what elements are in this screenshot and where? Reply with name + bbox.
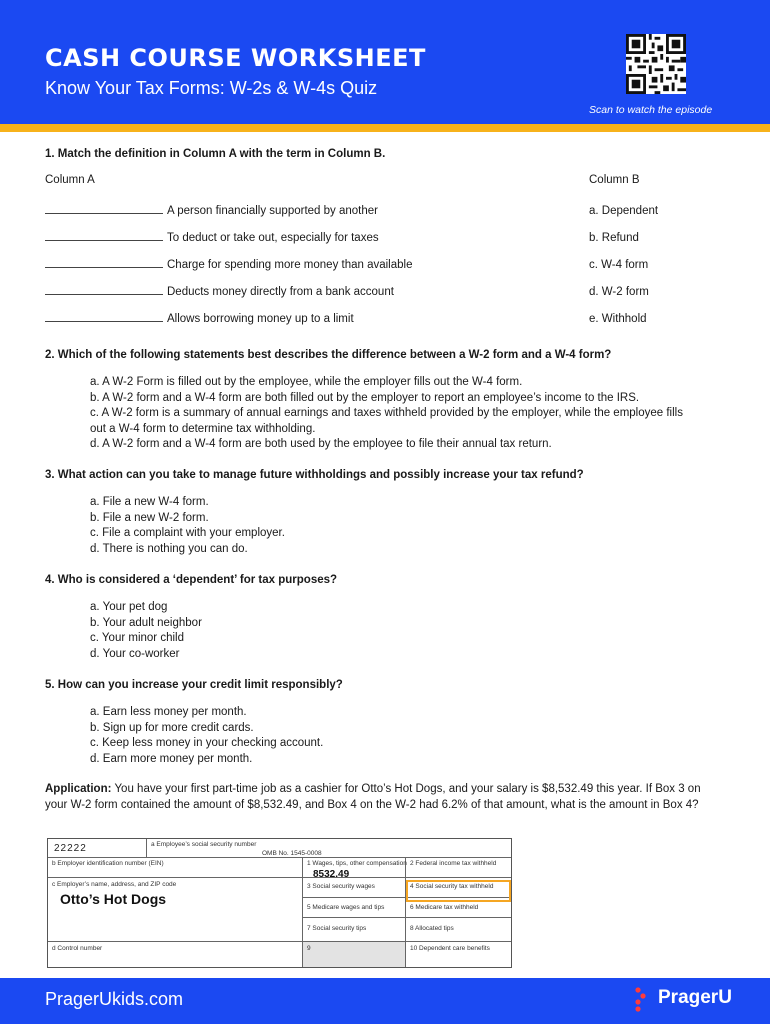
box7-label: 7 Social security tips <box>307 925 367 932</box>
q2-question: 2. Which of the following statements best describes the difference between a W-2 form and a W-4 form? <box>45 349 612 361</box>
option-text[interactable]: c. A W-2 form is a summary of annual earnings and taxes withheld provided by the employer, while the employee fills out a W-4 form to determine tax withholding. <box>90 407 683 435</box>
employer-name: Otto’s Hot Dogs <box>60 891 167 907</box>
answer-blank[interactable] <box>45 204 163 214</box>
q1-row <box>45 258 412 274</box>
box4-label: 4 Social security tax withheld <box>410 883 494 890</box>
column-a-header: Column A <box>45 174 95 186</box>
page-title: CASH COURSE WORKSHEET <box>45 44 426 72</box>
q1-question: 1. Match the definition in Column A with the term in Column B. <box>45 148 386 160</box>
box1-label: 1 Wages, tips, other compensation <box>307 860 407 867</box>
qr-code-icon <box>626 34 686 94</box>
ssn-label: a Employee’s social security number <box>151 841 257 848</box>
box6-label: 6 Medicare tax withheld <box>410 904 479 911</box>
employer-label: c Employer’s name, address, and ZIP code <box>52 881 177 888</box>
q1-row <box>45 285 394 301</box>
application-text: You have your first part-time job as a cashier for Otto’s Hot Dogs, and your salary is $8,532.49 this year. If Box 3 on your W-2 form contained the amount of $8,532.49, and Box 4 on the W-2 had 6.2% of that amount, what is the amount in Box 4? <box>45 783 701 811</box>
q4-question: 4. Who is considered a ‘dependent’ for tax purposes? <box>45 574 338 586</box>
option-text[interactable]: b. File a new W-2 form. <box>90 511 209 524</box>
application-label: Application: <box>45 783 112 795</box>
scan-caption: Scan to watch the episode <box>589 104 713 116</box>
definition-text: To deduct or take out, especially for taxes <box>167 232 379 244</box>
box10-label: 10 Dependent care benefits <box>410 945 490 952</box>
page-subtitle: Know Your Tax Forms: W-2s & W-4s Quiz <box>45 78 378 98</box>
q2-options <box>90 375 690 453</box>
option-text[interactable]: d. Your co-worker <box>90 647 180 660</box>
void-code: 22222 <box>54 843 87 854</box>
box1-value: 8532.49 <box>313 869 350 880</box>
box2-label: 2 Federal income tax withheld <box>410 860 497 867</box>
answer-blank[interactable] <box>45 258 163 268</box>
term-text: b. Refund <box>589 232 639 244</box>
option-text[interactable]: a. File a new W-4 form. <box>90 496 209 508</box>
option-text[interactable]: b. Your adult neighbor <box>90 616 202 629</box>
option-text[interactable]: a. A W-2 Form is filled out by the employee, while the employer fills out the W-4 form. <box>90 376 523 388</box>
q3-question: 3. What action can you take to manage future withholdings and possibly increase your tax refund? <box>45 469 584 481</box>
omb-number: OMB No. 1545-0008 <box>262 850 322 857</box>
q1-row <box>45 231 379 247</box>
q1-row <box>45 204 378 220</box>
option-text[interactable]: b. A W-2 form and a W-4 form are both filled out by the employer to report an employee’s income to the IRS. <box>90 391 640 404</box>
box9-label: 9 <box>307 945 311 952</box>
box5-label: 5 Medicare wages and tips <box>307 904 385 911</box>
term-text: a. Dependent <box>589 205 659 217</box>
q5-question: 5. How can you increase your credit limit responsibly? <box>45 679 343 691</box>
application-paragraph <box>45 782 705 813</box>
option-text[interactable]: d. A W-2 form and a W-4 form are both used by the employee to file their annual tax return. <box>90 438 552 451</box>
definition-text: A person financially supported by another <box>167 205 378 217</box>
q5-options <box>90 705 690 767</box>
option-text[interactable]: c. Keep less money in your checking account. <box>90 737 324 750</box>
ein-label: b Employer identification number (EIN) <box>52 860 164 867</box>
option-text[interactable]: c. Your minor child <box>90 632 184 645</box>
term-text: e. Withhold <box>589 313 647 325</box>
option-text[interactable]: b. Sign up for more credit cards. <box>90 721 254 734</box>
option-text[interactable]: c. File a complaint with your employer. <box>90 527 285 540</box>
answer-blank[interactable] <box>45 285 163 295</box>
answer-blank[interactable] <box>45 312 163 322</box>
box3-label: 3 Social security wages <box>307 883 375 890</box>
brand-logo-text: PragerU <box>658 987 732 1008</box>
definition-text: Charge for spending more money than available <box>167 259 413 271</box>
control-label: d Control number <box>52 945 103 952</box>
column-b-header: Column B <box>589 174 640 186</box>
q4-options <box>90 600 690 662</box>
option-text[interactable]: a. Your pet dog <box>90 601 168 613</box>
header-stripe <box>0 124 770 132</box>
definition-text: Deducts money directly from a bank account <box>167 286 394 298</box>
term-text: c. W-4 form <box>589 259 649 271</box>
option-text[interactable]: d. Earn more money per month. <box>90 752 253 765</box>
option-text[interactable]: a. Earn less money per month. <box>90 706 247 718</box>
footer-url[interactable]: PragerUkids.com <box>45 989 184 1009</box>
definition-text: Allows borrowing money up to a limit <box>167 313 354 325</box>
option-text[interactable]: d. There is nothing you can do. <box>90 542 248 555</box>
q3-options <box>90 495 690 557</box>
answer-blank[interactable] <box>45 231 163 241</box>
w2-form <box>47 838 512 968</box>
q1-row <box>45 312 354 328</box>
box8-label: 8 Allocated tips <box>410 925 454 932</box>
term-text: d. W-2 form <box>589 286 649 298</box>
qr-code[interactable] <box>626 34 686 94</box>
